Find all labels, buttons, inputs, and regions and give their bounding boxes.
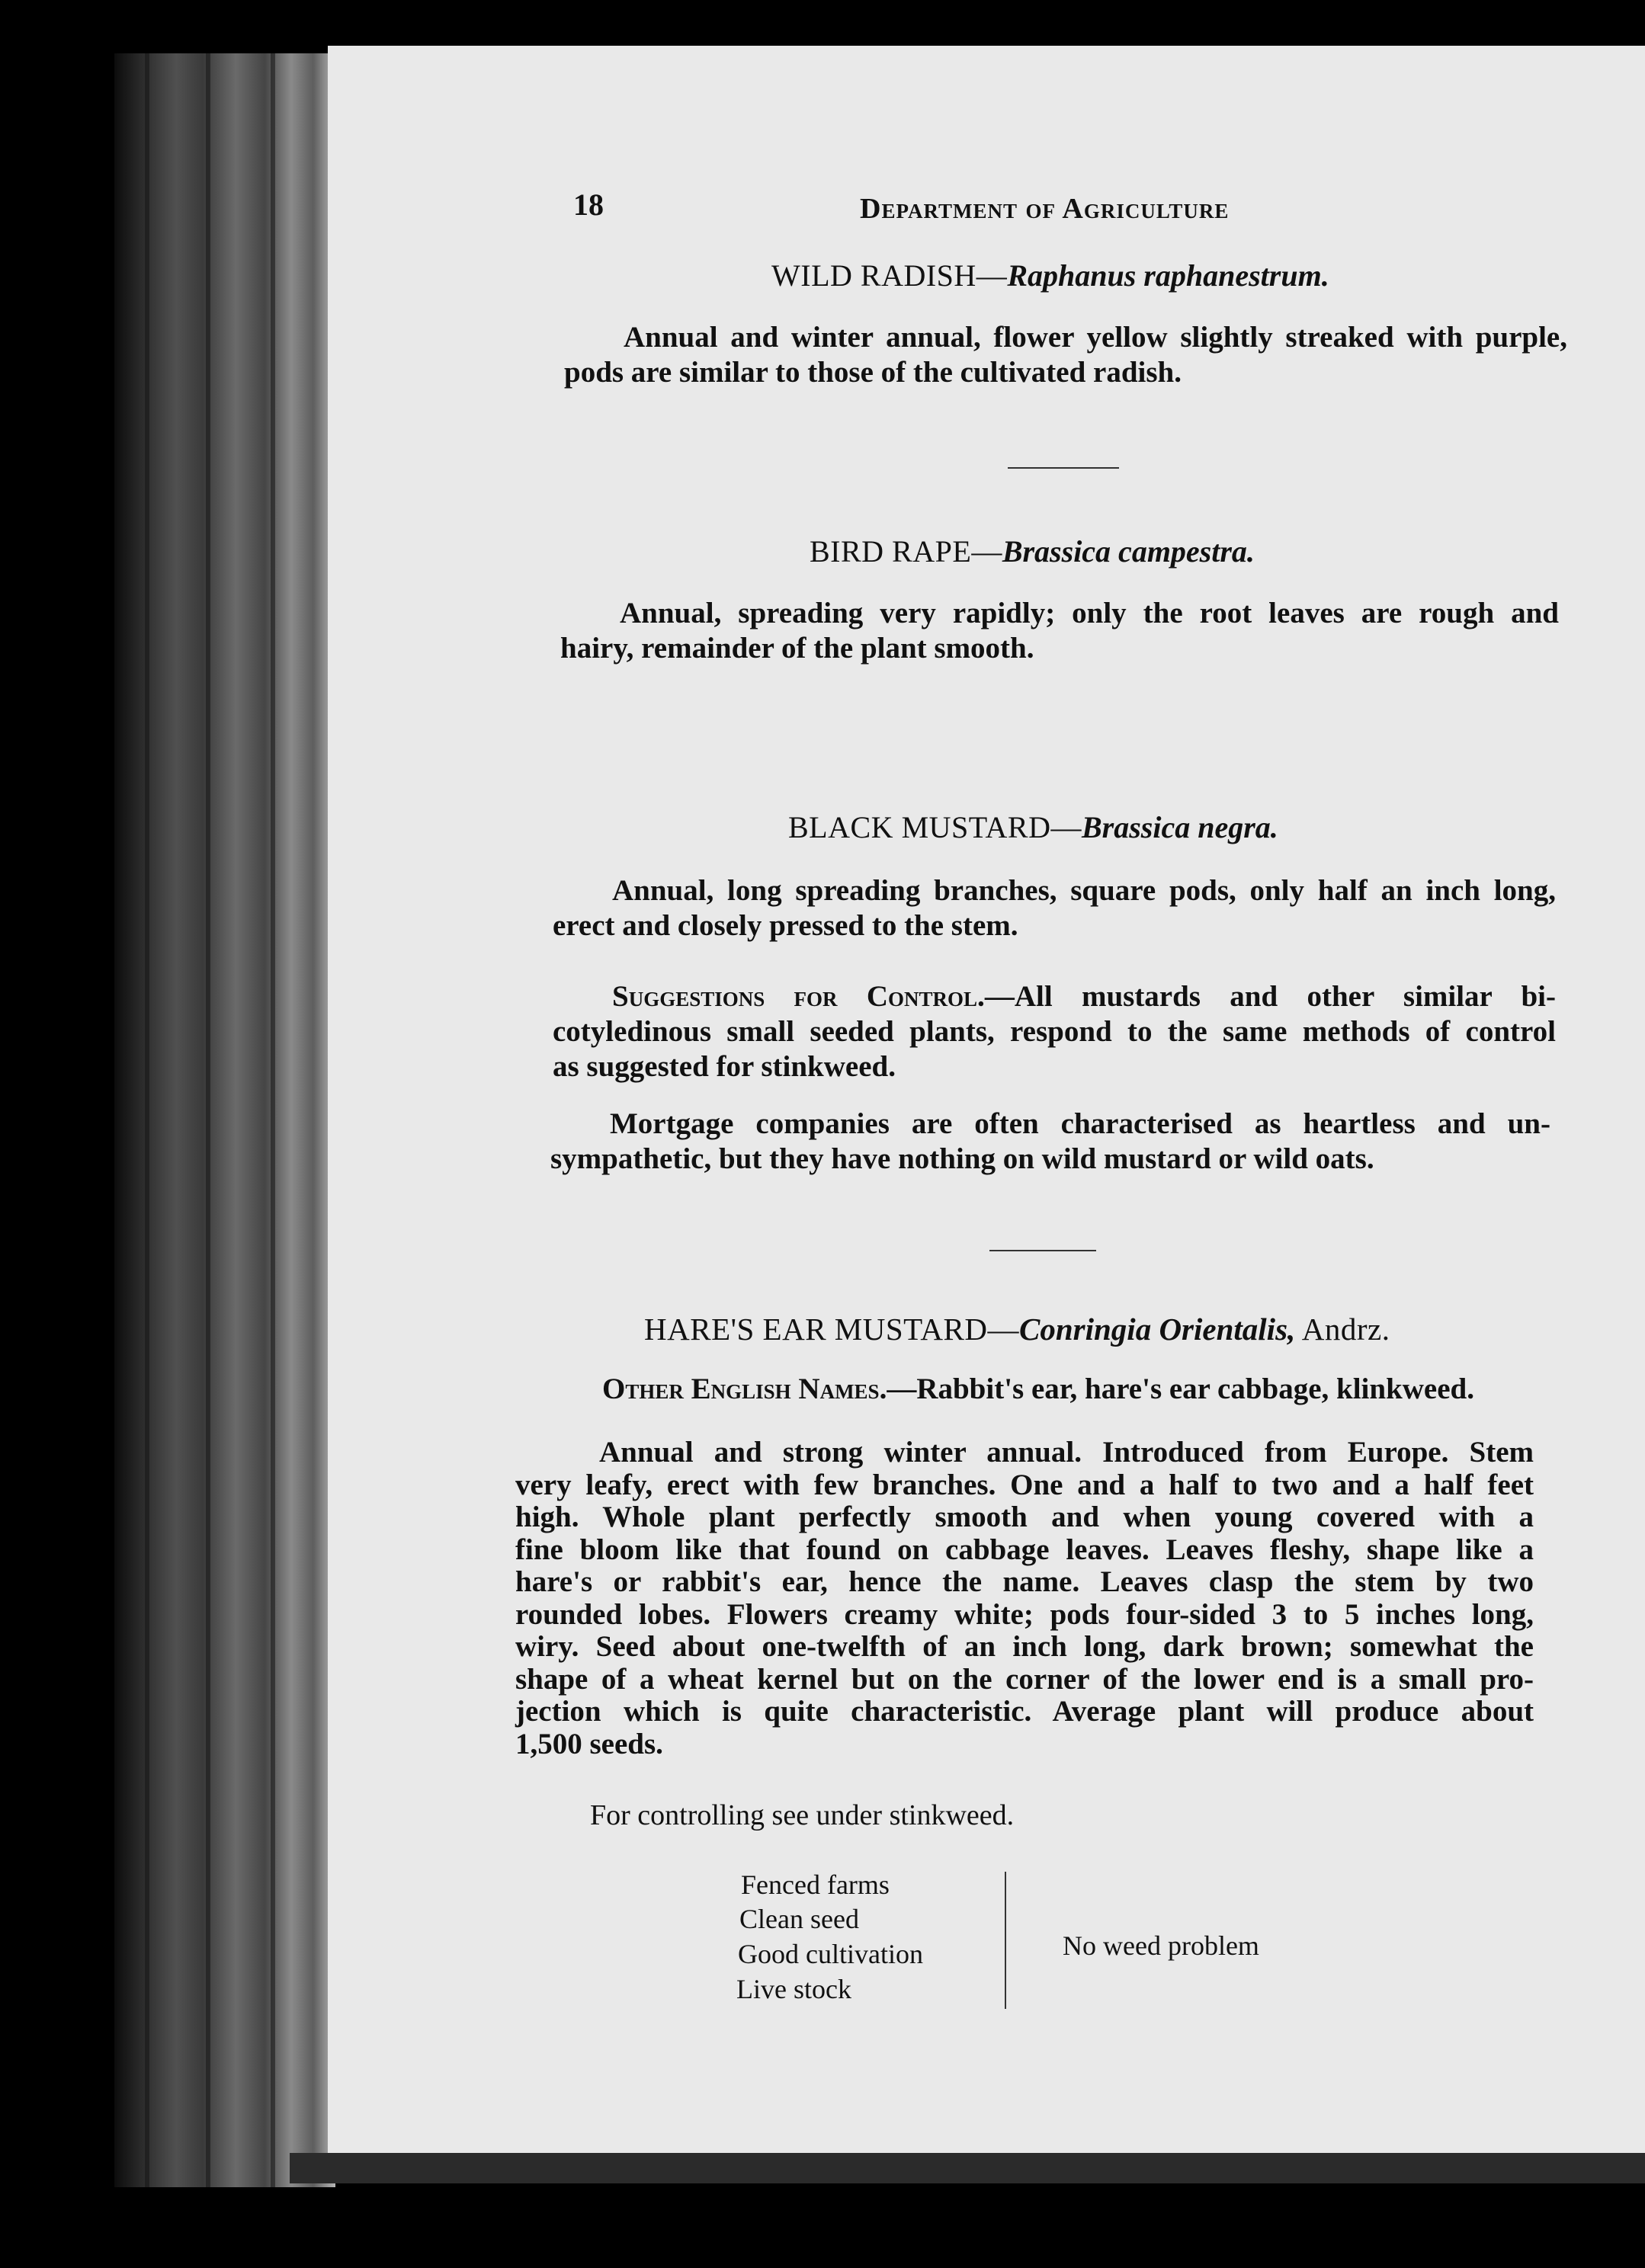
- heading-text: BIRD RAPE—: [810, 534, 1002, 569]
- latin-name: Raphanus raphanestrum.: [1007, 258, 1329, 293]
- section-heading-wild-radish: [771, 258, 1329, 293]
- section-heading-black-mustard: [788, 809, 1278, 845]
- latin-name: Conringia Orientalis,: [1019, 1312, 1296, 1347]
- latin-name: Brassica campestra.: [1002, 534, 1255, 569]
- paragraph-hares-ear-description: [515, 1437, 1534, 1760]
- text-line: cotyledinous small seeded plants, respond to the same methods of control: [553, 1015, 1556, 1048]
- heading-text: BLACK MUSTARD—: [788, 810, 1082, 844]
- text-line: sympathetic, but they have nothing on wild mustard or wild oats.: [550, 1142, 1374, 1175]
- run-in-label: Other English Names.: [602, 1373, 887, 1405]
- text-line: Mortgage companies are often characterised as heartless and un-: [610, 1107, 1550, 1140]
- latin-name: Brassica negra.: [1081, 810, 1278, 844]
- binding-stripe: [271, 53, 275, 2187]
- text-line: jection which is quite characteristic. Average plant will produce about: [515, 1695, 1534, 1728]
- text-line: rounded lobes. Flowers creamy white; pods four-sided 3 to 5 inches long,: [515, 1597, 1534, 1631]
- paragraph-black-mustard: [553, 873, 1556, 943]
- list-item: Fenced farms: [741, 1869, 890, 1900]
- text-line: fine bloom like that found on cabbage leaves. Leaves fleshy, shape like a: [515, 1533, 1534, 1566]
- bracket: [1000, 1872, 1006, 2009]
- text-line: Annual and winter annual, flower yellow slightly streaked with purple,: [624, 321, 1567, 354]
- text-line: Annual and strong winter annual. Introduced from Europe. Stem: [599, 1436, 1534, 1469]
- list-item: Good cultivation: [738, 1939, 923, 1969]
- page-bottom-edge: [290, 2153, 1645, 2183]
- text-line: hare's or rabbit's ear, hence the name. Leaves clasp the stem by two: [515, 1565, 1534, 1598]
- paragraph-mortgage-companies: [550, 1107, 1550, 1177]
- list-result: No weed problem: [1063, 1930, 1259, 1961]
- text-line: [602, 1372, 1537, 1407]
- controlling-note: For controlling see under stinkweed.: [590, 1799, 1015, 1831]
- list-item: Clean seed: [739, 1904, 859, 1934]
- text-line: hairy, remainder of the plant smooth.: [560, 632, 1034, 665]
- paragraph-other-english-names: [602, 1372, 1537, 1407]
- binding-stripe: [206, 53, 210, 2187]
- text-line: erect and closely pressed to the stem.: [553, 909, 1018, 942]
- list-item: Live stock: [736, 1974, 851, 2004]
- paragraph-bird-rape: [560, 596, 1559, 666]
- author-abbreviation: Andrz.: [1295, 1312, 1390, 1347]
- paragraph-suggestions-for-control: [553, 979, 1556, 1084]
- text-line: shape of a wheat kernel but on the corner of the lower end is a small pro-: [515, 1662, 1534, 1696]
- book-binding: [114, 53, 335, 2187]
- text-run: —All mustards and other similar bi-: [984, 980, 1556, 1013]
- text-line: as suggested for stinkweed.: [553, 1050, 896, 1083]
- text-line: very leafy, erect with few branches. One and a half to two and a half feet: [515, 1468, 1534, 1501]
- heading-text: WILD RADISH—: [771, 258, 1008, 293]
- page-number: 18: [573, 187, 604, 222]
- text-line: Annual, spreading very rapidly; only the root leaves are rough and: [620, 597, 1559, 629]
- section-divider: [1008, 467, 1119, 469]
- binding-stripe: [145, 53, 149, 2187]
- section-divider: [989, 1250, 1096, 1251]
- heading-text: HARE'S EAR MUSTARD—: [644, 1312, 1019, 1347]
- run-in-label: Suggestions for Control.: [612, 980, 985, 1013]
- text-line: wiry. Seed about one-twelfth of an inch long, dark brown; somewhat the: [515, 1630, 1534, 1663]
- text-line: Annual, long spreading branches, square pods, only half an inch long,: [612, 874, 1556, 907]
- paragraph-wild-radish: [564, 320, 1567, 390]
- text-line: high. Whole plant perfectly smooth and when young covered with a: [515, 1501, 1534, 1533]
- section-heading-bird-rape: [810, 533, 1255, 569]
- section-heading-hares-ear-mustard: [644, 1311, 1390, 1347]
- text-line: 1,500 seeds.: [515, 1727, 663, 1760]
- text-run: —Rabbit's ear, hare's ear cabbage, klinkweed.: [887, 1373, 1474, 1405]
- text-line: [553, 979, 1556, 1014]
- text-line: pods are similar to those of the cultivated radish.: [564, 356, 1182, 389]
- running-head: Department of Agriculture: [860, 193, 1230, 225]
